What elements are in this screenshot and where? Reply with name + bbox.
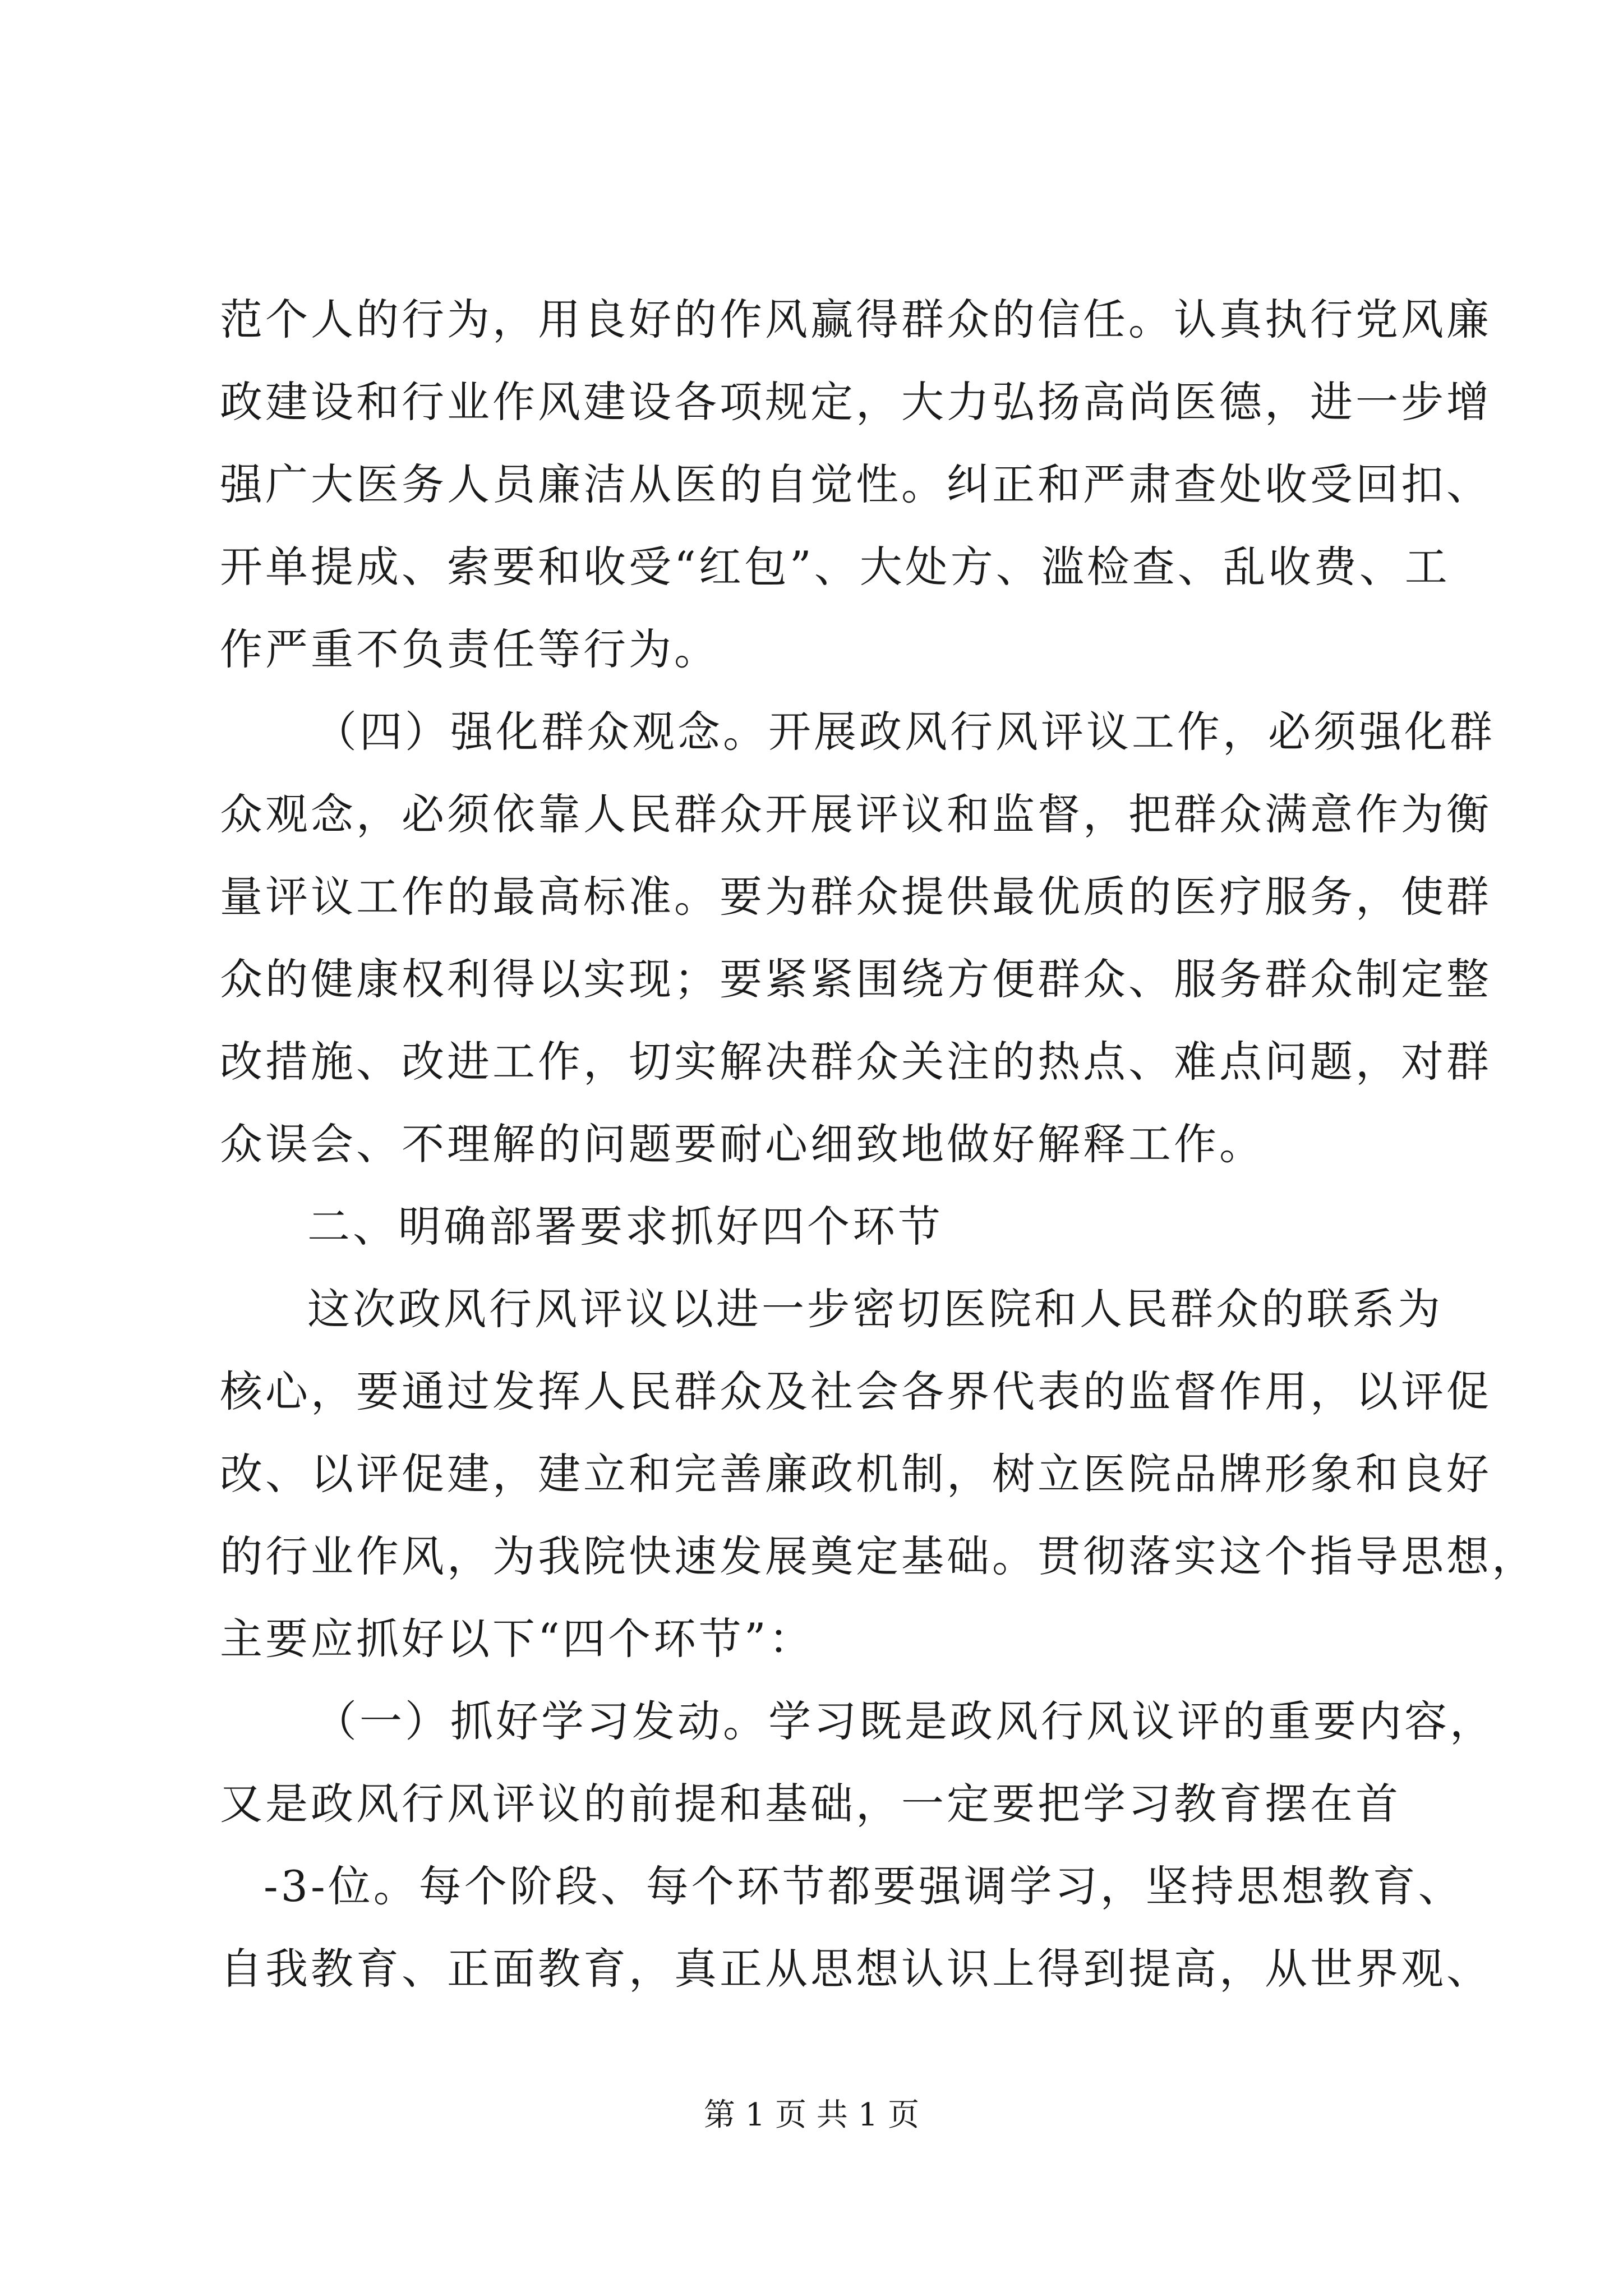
text-line-6: （四）强化群众观念。开展政风行风评议工作，必须强化群: [314, 707, 1495, 757]
section-heading: 二、明确部署要求抓好四个环节: [307, 1202, 943, 1251]
text-line-18: （一）抓好学习发动。学习既是政风行风议评的重要内容，: [314, 1696, 1495, 1746]
text-line-15: 改、以评促建，建立和完善廉政机制，树立医院品牌形象和良好: [220, 1449, 1492, 1499]
text-line-4: 开单提成、索要和收受“红包”、大处方、滥检查、乱收费、工: [220, 542, 1450, 592]
text-line-20: -3-位。每个阶段、每个环节都要强调学习，坚持思想教育、: [264, 1861, 1464, 1911]
text-line-2: 政建设和行业作风建设各项规定，大力弘扬高尚医德，进一步增: [220, 377, 1492, 427]
text-line-5: 作严重不负责任等行为。: [220, 624, 720, 674]
text-line-16: 的行业作风，为我院快速发展奠定基础。贯彻落实这个指导思想，: [220, 1531, 1537, 1581]
text-line-14: 核心，要通过发挥人民群众及社会各界代表的监督作用，以评促: [220, 1366, 1492, 1416]
text-line-7: 众观念，必须依靠人民群众开展评议和监督，把群众满意作为衡: [220, 789, 1492, 839]
text-line-17: 主要应抓好以下“四个环节”：: [220, 1614, 814, 1664]
text-line-21: 自我教育、正面教育，真正从思想认识上得到提高，从世界观、: [220, 1944, 1492, 1994]
text-line-8: 量评议工作的最高标准。要为群众提供最优质的医疗服务，使群: [220, 872, 1492, 922]
page-footer: 第 1 页 共 1 页: [703, 2097, 920, 2133]
text-line-19: 又是政风行风评议的前提和基础，一定要把学习教育摆在首: [220, 1779, 1401, 1829]
text-line-13: 这次政风行风评议以进一步密切医院和人民群众的联系为: [307, 1284, 1443, 1334]
text-line-3: 强广大医务人员廉洁从医的自觉性。纠正和严肃查处收受回扣、: [220, 459, 1492, 509]
text-line-9: 众的健康权利得以实现；要紧紧围绕方便群众、服务群众制定整: [220, 954, 1492, 1004]
text-line-11: 众误会、不理解的问题要耐心细致地做好解释工作。: [220, 1119, 1265, 1169]
text-line-1: 范个人的行为，用良好的作风赢得群众的信任。认真执行党风廉: [220, 295, 1492, 344]
text-line-10: 改措施、改进工作，切实解决群众关注的热点、难点问题，对群: [220, 1037, 1492, 1087]
